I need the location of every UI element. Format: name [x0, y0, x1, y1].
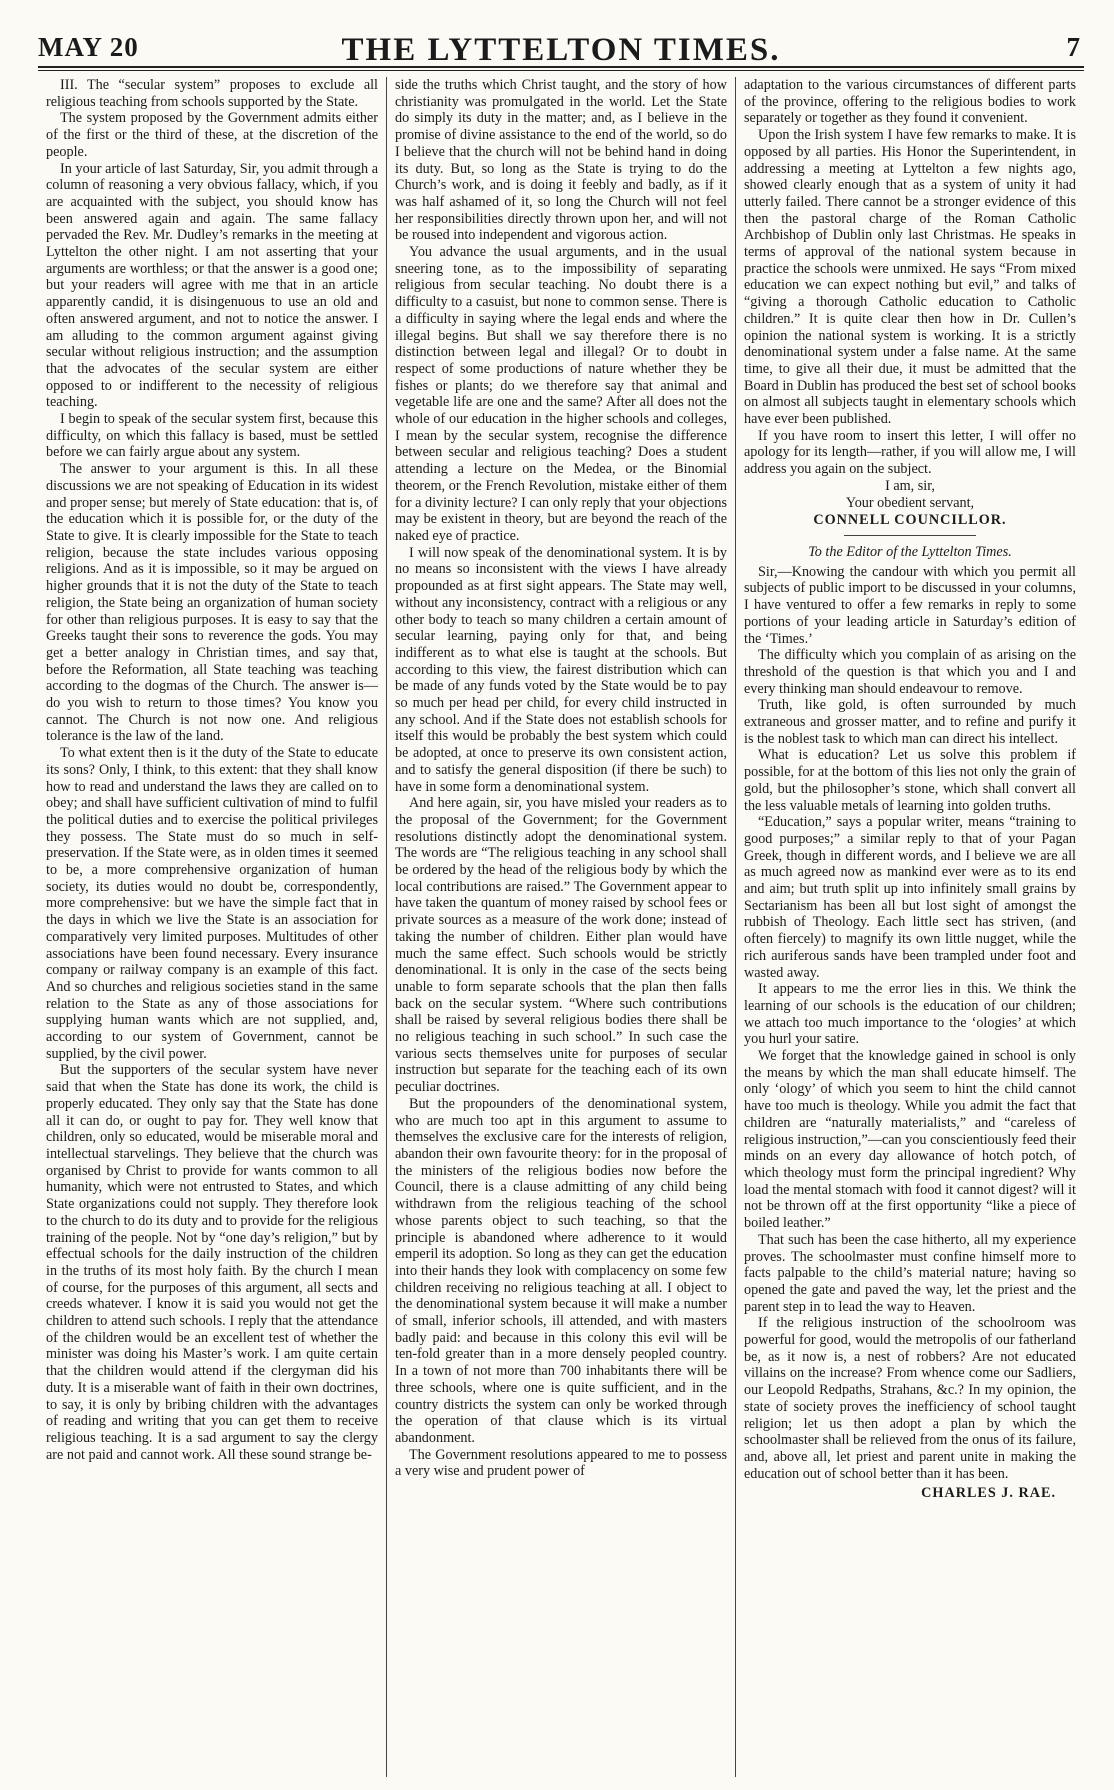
paragraph: In your article of last Saturday, Sir, you admit through a column of reasoning a very obvious fallacy, which, if you are acquainted with the subject, you should know has been answered again and again. The same fallacy pervaded the Rev. Mr. Dudley’s remarks in the meeting at Lyttelton the other night. I am not asserting that your arguments are worthless; or that the answer is a good one; but your readers will agree with me that in an article apparently candid, it is disingenuous to use an old and often answered argument, and not to notice the answer. I am alluding to the common argument against giving secular without religious instruction; and the assumption that the advocates of the secular system are either opposed to or indifferent to the necessity of religious teaching.: [46, 160, 378, 411]
paragraph: But the supporters of the secular system have never said that when the State has done its work, the child is properly educated. They only say that the State has done all it can do, or ought to pay for. They well know that children, only so educated, would be miserable moral and intellectual starvelings. They believe that the church was organised by Christ to provide for wants common to all humanity, which were not entrusted to States, and which State organizations could not supply. They therefore look to the church to do its duty and to provide for the religious training of the people. Not by “one day’s religion,” but by effectual schools for the daily instruction of the children in the truths of its most holy faith. By the church I mean of course, for the purposes of this argument, all sects and creeds whatever. I know it is said you would not get the children to attend such schools. I reply that the attendance of the children would be an excellent test of whether the minister was doing his Master’s work. I am quite certain that the children would attend if the clergyman did his duty. It is a miserable want of faith in their own doctrines, to say, it is only by bribing children with the advantages of reading and writing that you can get them to receive religious teaching. It is a sad argument to say the clergy are not paid and cannot work. All these sound strange be-: [46, 1062, 378, 1463]
letter-heading: To the Editor of the Lyttelton Times.: [808, 543, 1012, 560]
signature-name: CHARLES J. RAE.: [921, 1485, 1056, 1502]
masthead: [38, 30, 1084, 68]
paragraph: If the religious instruction of the schoolroom was powerful for good, would the metropolis of our fatherland be, as it now is, a nest of robbers? Are not educated villains on the increase? From whence come our Sadliers, our Leopold Redpaths, Strahans, &c.? In my opinion, the state of society proves the inefficiency of school taught religion; let us then adopt a plan by which the schoolmaster shall be relieved from the onus of its failure, and, above all, let priest and parent unite in making the education out of school better than it has been.: [744, 1315, 1076, 1482]
paragraph: Sir,—Knowing the candour with which you permit all subjects of public import to be discussed in your columns, I have ventured to offer a few remarks in reply to some portions of your leading article in Saturday’s edition of the ‘Times.’: [744, 563, 1076, 647]
paragraph: I will now speak of the denominational system. It is by no means so inconsistent with the views I have already propounded as at first sight appears. The State may well, without any inconsistency, contract with a religious or any other body to teach so many children a certain amount of secular learning, paying only for that, and being indifferent as to what else is taught at the schools. But according to this view, the fairest distribution which can be made of any funds voted by the State would be to pay so much per head per child, for every child instructed in any school. And if the State does not establish schools for itself this would be probably the best system which could be adopted, at once to preserve its own consistent action, and to satisfy the general disposition (if there be such) to have in some form a denominational system.: [395, 544, 727, 795]
paragraph: If you have room to insert this letter, I will offer no apology for its length—rather, if you will allow me, I will address you again on the subject.: [744, 427, 1076, 478]
paragraph: The system proposed by the Government admits either of the first or the third of these, at the discretion of the people.: [46, 110, 378, 160]
signoff-line: I am, sir,: [885, 477, 935, 494]
paragraph: But the propounders of the denominational system, who are much too apt in this argument to assume to themselves the exclusive care for the interests of religion, abandon their own favourite theory: for in the proposal of the ministers of the religious bodies now before the Council, there is a clause admitting of any child being withdrawn from the religious teaching of the school whose parents object to such teaching, so that the principle is abandoned where adherence to it would emperil its adoption. So long as they can get the education into their hands they look with complacency on some few children receiving no religious teaching at all. I object to the denominational system because it will make a number of small, inferior schools, ill attended, and with masters badly paid: and because in this colony this evil will be ten-fold greater than in a more densely peopled country. In a town of not more than 700 inhabitants there will be three schools, where one is quite sufficient, and in the country districts the system can only be worked through the operation of that clause which is its virtual abandonment.: [395, 1095, 727, 1446]
paragraph: side the truths which Christ taught, and the story of how christianity was promulgated in the world. Let the State do simply its duty in the matter; and, as I believe in the promise of divine assistance to the end of the world, so do I believe that the church will not be behind hand in doing its duty. But, so long as the State is trying to do the Church’s work, and is doing it feebly and badly, as if it was half ashamed of it, so long the Church will not feel her responsibilities directly thrown upon her, and will not be roused into independent and vigorous action.: [395, 77, 727, 244]
paragraph: The Government resolutions appeared to me to possess a very wise and prudent power of: [395, 1446, 727, 1480]
paragraph: The answer to your argument is this. In all these discussions we are not speaking of Education in its widest and proper sense; but merely of State education: that is, of the education which it is possible for, or the duty of the State to give. It is clearly impossible for the State to teach religion, because the state includes various opposing religions. And as it is impossible, so it may be argued on higher grounds that it is not the duty of the State to teach religion, the State being an organization of human society for other than religious purposes. It is easy to say that the Greeks taught their sons to reverence the gods. You may get a better analogy in Christian times, and say that, before the Reformation, all State teaching was teaching according to the dogmas of the Church. The answer is—do you wish to return to those times? You know you cannot. The Church is not now one. And religious tolerance is the law of the land.: [46, 461, 378, 745]
paragraph: “Education,” says a popular writer, means “training to good purposes;” a similar reply to that of your Pagan Greek, though in different words, and I believe we are all as much agreed now as mankind ever were as to its end and aim; but truth split up into infinitely small grains by Sectarianism has been all but lost sight of amongst the rubbish of Theology. Each little sect has striven, (and often fiercely) to magnify its own little nugget, while the rich auriferous sands have been trampled under foot and wasted away.: [744, 814, 1076, 981]
section-divider: [844, 535, 977, 536]
signature-name: CONNELL COUNCILLOR.: [813, 512, 1007, 529]
masthead-rule: [38, 70, 1084, 71]
paragraph: adaptation to the various circumstances of different parts of the province, offering to the religious bodies to work separately or together as they found it convenient.: [744, 77, 1076, 127]
paragraph: Truth, like gold, is often surrounded by much extraneous and grosser matter, and to refine and purify it is the noblest task to which man can direct his intellect.: [744, 697, 1076, 747]
paragraph: III. The “secular system” proposes to exclude all religious teaching from schools supported by the State.: [46, 77, 378, 110]
signoff-line: Your obedient servant,: [845, 494, 975, 511]
paragraph: Upon the Irish system I have few remarks to make. It is opposed by all parties. His Honor the Superintendent, in addressing a meeting at Lyttelton a few nights ago, showed clearly enough that as a system of unity it had utterly failed. There cannot be a stronger evidence of this then the pastoral charge of the Roman Catholic Archbishop of Dublin only last Christmas. He speaks in terms of approval of the national system because in practice the schools were unmixed. He says “From mixed education we can expect nothing but evil,” and talks of “giving a thorough Catholic education to Catholic children.” It is quite clear then how in Dr. Cullen’s opinion the national system is working. It is a strictly denominational system under a false name. At the same time, to give all their due, it must be admitted that the Board in Dublin has produced the best set of school books on almost all subjects taught in elementary schools which have ever been published.: [744, 127, 1076, 428]
paragraph: I begin to speak of the secular system first, because this difficulty, on which this fallacy is based, must be settled before we can fairly argue about any system.: [46, 411, 378, 461]
paragraph: To what extent then is it the duty of the State to educate its sons? Only, I think, to this extent: that they shall know how to read and understand the laws they are called on to obey; and shall have sufficient cultivation of mind to fulfil the political duties and to exercise the political privileges they possess. The State must do so much in self-preservation. If the State were, as in olden times it seemed to be, a more comprehensive organization of human society, its duties would no doubt be, correspondently, more comprehensive: but we have the simple fact that in the days in which we live the State is an association for comparatively very limited purposes. Multitudes of other associations have been found necessary. Every insurance company or railway company is an example of this fact. And so churches and religious societies stand in the same relation to the State as any of those associations for supplying human wants which are not supplied, and, according to our system of Government, cannot be supplied, by the civil power.: [46, 745, 378, 1062]
paragraph: What is education? Let us solve this problem if possible, for at the bottom of this lies not only the grain of gold, but the philosopher’s stone, which shall convert all the less valuable metals of learning into golden truths.: [744, 747, 1076, 814]
column-1: [38, 77, 386, 1777]
newspaper-title: THE LYTTELTON TIMES.: [341, 32, 781, 68]
paragraph: That such has been the case hitherto, all my experience proves. The schoolmaster must confine himself more to facts palpable to the child’s material nature; having so opened the gate and paved the way, let the priest and the parent step in to lead the way to Heaven.: [744, 1231, 1076, 1315]
column-3: [735, 77, 1084, 1777]
paragraph: You advance the usual arguments, and in the usual sneering tone, as to the impossibility of separating religious from secular teaching. No doubt there is a difficulty to a casuist, but none to common sense. There is a difficulty in saying where the legal ends and where the illegal begins. But shall we say therefore there is no distinction between legal and illegal? Or to doubt in respect of some productions of nature whether they be fishes or plants; do we therefore say that animal and vegetable life are one and the same? After all does not the whole of our education in the higher schools and colleges, I mean by the secular system, recognise the difference between secular and religious teaching? Does a student attending a lecture on the Medea, or the Binomial theorem, or the French Revolution, mistake either of them for a divinity lecture? I can only reply that your objections may be existent in theory, but are beyond the reach of the naked eye of practice.: [395, 244, 727, 544]
issue-date: MAY 20: [38, 32, 139, 62]
article-columns: [38, 77, 1084, 1777]
paragraph: The difficulty which you complain of as arising on the threshold of the question is that which you and I and every thinking man should endeavour to remove.: [744, 647, 1076, 697]
paragraph: It appears to me the error lies in this. We think the learning of our schools is the education of our children; we attach too much importance to the ‘ologies’ at which you hurl your satire.: [744, 981, 1076, 1048]
paragraph: We forget that the knowledge gained in school is only the means by which the man shall educate himself. The only ‘ology’ of which you seem to hint the child cannot have too much is theology. While you admit the fact that children are “naturally materialists,” and “careless of religious instruction,”—can you conscientiously feed their minds on an every day allowance of hotch potch, of which theology must form the principal ingredient? Why load the mental stomach with food it cannot digest? will it not be thrown off at the first opportunity “like a piece of boiled leather.”: [744, 1048, 1076, 1232]
column-2: [386, 77, 735, 1777]
page-number: 7: [1066, 32, 1080, 62]
paragraph: And here again, sir, you have misled your readers as to the proposal of the Government; for the Government resolutions distinctly adopt the denominational system. The words are “The religious teaching in any school shall be ordered by the head of the religious body by which the local contributions are raised.” The Government appear to have taken the quantum of money raised by school fees or private sources as a measure of the work done; instead of taking the number of children. Either plan would have much the same effect. Such schools would be strictly denominational. It is only in the case of the sects being unable to form separate schools that the plan then falls back on the secular system. “Where such contributions shall be raised by several religious bodies there shall be no religious teaching in such school.” In such case the various sects themselves unite for purposes of secular instruction but separate for the teaching each of its own peculiar doctrines.: [395, 795, 727, 1096]
